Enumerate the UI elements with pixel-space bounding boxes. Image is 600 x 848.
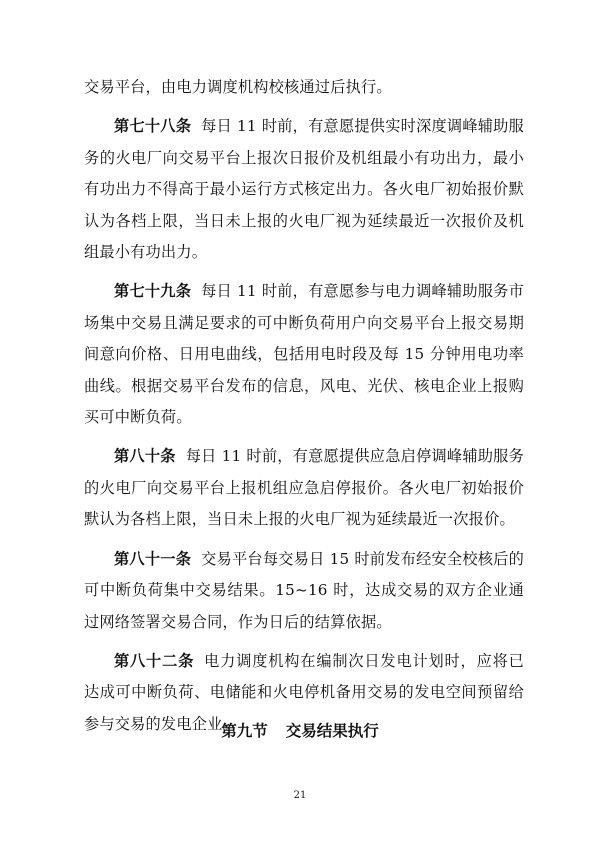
continuation-paragraph: 交易平台，由电力调度机构校核通过后执行。 xyxy=(84,78,392,96)
article-78-number: 第七十八条 xyxy=(114,117,192,136)
article-78-paragraph xyxy=(84,111,524,268)
section-heading xyxy=(0,719,600,743)
article-79-number: 第七十九条 xyxy=(114,282,192,301)
article-80-number: 第八十条 xyxy=(114,447,176,466)
article-81-text: 交易平台每交易日 15 时前发布经安全校核后的可中断负荷集中交易结果。15~16 时，达成交易的双方企业通过网络签署交易合同，作为日后的结算依据。 xyxy=(84,549,524,631)
section-title: 交易结果执行 xyxy=(285,721,379,740)
article-81-number: 第八十一条 xyxy=(114,549,192,568)
article-82-text: 电力调度机构在编制次日发电计划时，应将已达成可中断负荷、电储能和火电停机备用交易的发电空间预留给参与交易的发电企业。 xyxy=(84,651,525,733)
page-number: 21 xyxy=(293,790,307,801)
section-label: 第九节 xyxy=(221,721,268,740)
article-79-paragraph xyxy=(84,276,524,433)
article-80-text: 每日 11 时前，有意愿提供应急启停调峰辅助服务的火电厂向交易平台上报机组应急启停报价。各火电厂初始报价默认为各档上限，当日未上报的火电厂视为延续最近一次报价。 xyxy=(84,447,524,529)
article-82-number: 第八十二条 xyxy=(114,651,195,670)
article-81-paragraph xyxy=(84,544,524,638)
article-80-paragraph xyxy=(84,441,524,535)
article-78-text: 每日 11 时前，有意愿提供实时深度调峰辅助服务的火电厂向交易平台上报次日报价及机组最小有功出力，最小有功出力不得高于最小运行方式核定出力。各火电厂初始报价默认为各档上限，当日未上报的火电厂视为延续最近一次报价及机组最小有功出力。 xyxy=(84,117,524,262)
article-79-text: 每日 11 时前，有意愿参与电力调峰辅助服务市场集中交易且满足要求的可中断负荷用户向交易平台上报交易期间意向价格、日用电曲线，包括用电时段及每 15 分钟用电功率曲线。根据交易平台发布的信息，风电、光伏、核电企业上报购买可中断负荷。 xyxy=(84,282,524,427)
document-body xyxy=(84,72,524,748)
